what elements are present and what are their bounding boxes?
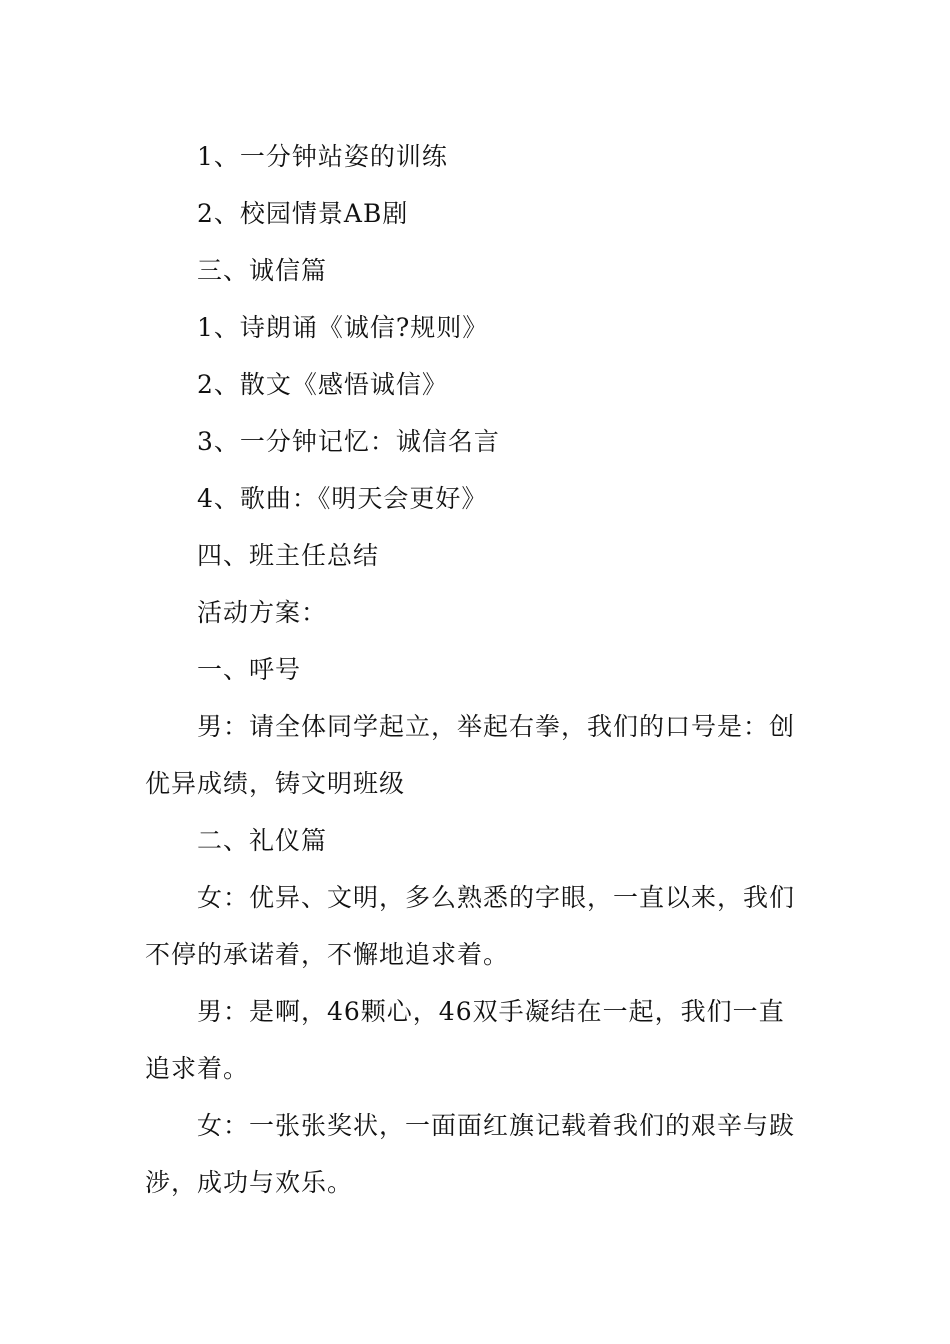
paragraph: 二、礼仪篇 [197, 826, 328, 855]
paragraph: 四、班主任总结 [197, 541, 380, 570]
paragraph: 一、呼号 [197, 655, 302, 684]
paragraph: 3、一分钟记忆：诚信名言 [197, 427, 500, 456]
paragraph: 男：请全体同学起立，举起右拳，我们的口号是：创优异成绩，铸文明班级 [145, 712, 796, 798]
paragraph: 三、诚信篇 [197, 256, 328, 285]
paragraph: 2、散文《感悟诚信》 [197, 370, 448, 399]
paragraph: 女：优异、文明，多么熟悉的字眼，一直以来，我们不停的承诺着，不懈地追求着。 [145, 883, 796, 969]
paragraph: 男：是啊，46颗心，46双手凝结在一起，我们一直追求着。 [145, 997, 785, 1083]
paragraph: 4、歌曲：《明天会更好》 [197, 484, 488, 513]
paragraph: 2、校园情景AB剧 [197, 199, 409, 228]
paragraph: 1、诗朗诵《诚信?规则》 [197, 313, 489, 342]
paragraph: 1、一分钟站姿的训练 [197, 142, 448, 171]
paragraph: 活动方案： [197, 598, 328, 627]
document-body [145, 128, 810, 1211]
paragraph: 女：一张张奖状，一面面红旗记载着我们的艰辛与跋涉，成功与欢乐。 [145, 1111, 796, 1197]
